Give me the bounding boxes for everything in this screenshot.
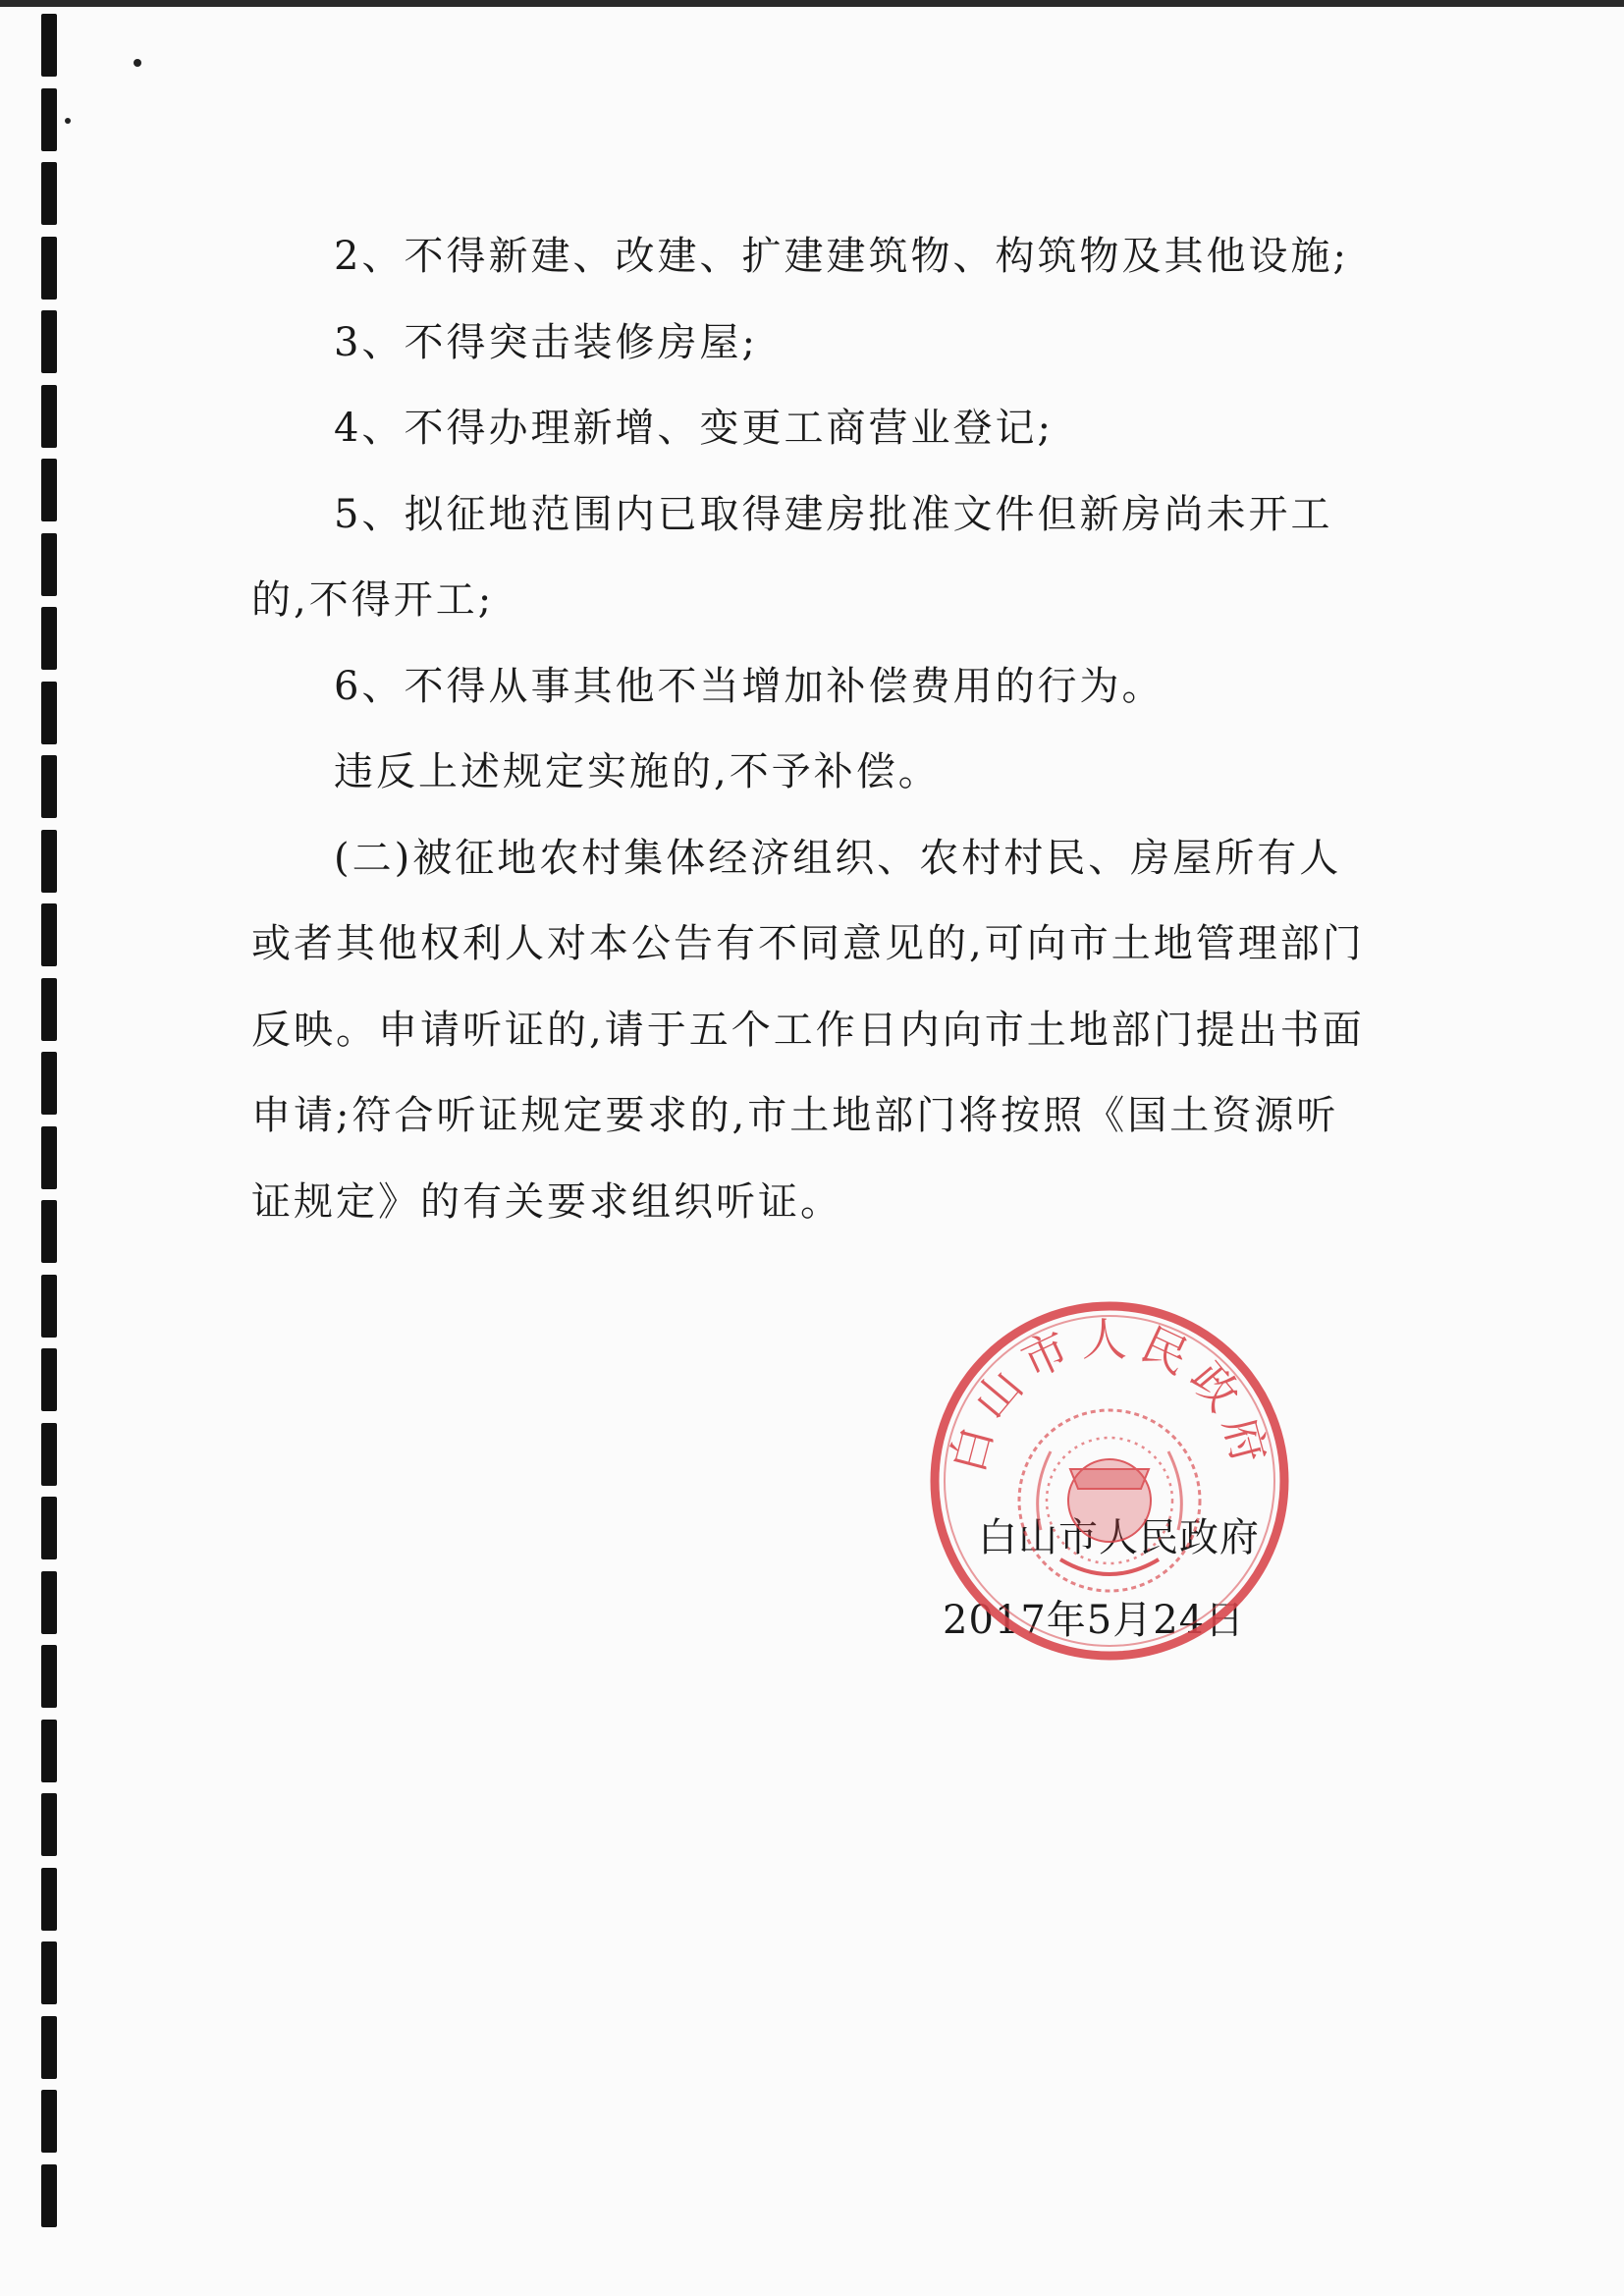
binding-mark xyxy=(41,1645,57,1708)
binding-mark xyxy=(41,1348,57,1411)
binding-mark xyxy=(41,14,57,77)
binding-mark xyxy=(41,1571,57,1634)
binding-mark xyxy=(41,237,57,300)
binding-mark xyxy=(41,1126,57,1189)
binding-mark xyxy=(41,1497,57,1559)
scan-speck xyxy=(65,118,71,124)
issuing-organization: 白山市人民政府 xyxy=(978,1515,1260,1560)
binding-mark xyxy=(41,2090,57,2153)
body-paragraph: 3、不得突击装修房屋; xyxy=(334,319,758,365)
binding-mark xyxy=(41,755,57,818)
binding-mark xyxy=(41,1793,57,1856)
binding-mark xyxy=(41,1941,57,2004)
binding-mark xyxy=(41,1275,57,1338)
body-paragraph: 4、不得办理新增、变更工商营业登记; xyxy=(334,406,1054,451)
binding-margin xyxy=(0,0,79,2296)
binding-mark xyxy=(41,1423,57,1486)
body-paragraph: 2、不得新建、改建、扩建建筑物、构筑物及其他设施; xyxy=(334,234,1349,279)
document-body xyxy=(251,214,1380,1245)
binding-mark xyxy=(41,459,57,521)
binding-mark xyxy=(41,310,57,373)
binding-mark xyxy=(41,533,57,596)
issue-date: 2017年5月24日 xyxy=(943,1598,1246,1643)
svg-text:白山市人民政府: 白山市人民政府 xyxy=(940,1313,1279,1479)
body-paragraph: (二)被征地农村集体经济组织、农村村民、房屋所有人或者其他权利人对本公告有不同意见的,可向市土地管理部门反映。申请听证的,请于五个工作日内向市土地部门提出书面申请;符合听证规定要求的,市土地部门将按照《国土资源听证规定》的有关要求组织听证。 xyxy=(251,835,1365,1225)
body-paragraph: 违反上述规定实施的,不予补偿。 xyxy=(334,749,941,794)
binding-mark xyxy=(41,2164,57,2227)
body-paragraph: 6、不得从事其他不当增加补偿费用的行为。 xyxy=(334,663,1164,709)
binding-mark xyxy=(41,1868,57,1931)
binding-mark xyxy=(41,903,57,966)
signature-block xyxy=(913,1493,1326,1689)
body-paragraph: 5、拟征地范围内已取得建房批准文件但新房尚未开工的,不得开工; xyxy=(251,491,1333,623)
binding-mark xyxy=(41,1052,57,1115)
scan-speck xyxy=(134,59,141,67)
binding-mark xyxy=(41,978,57,1041)
page-top-edge xyxy=(0,0,1624,7)
binding-mark xyxy=(41,88,57,151)
binding-mark xyxy=(41,830,57,893)
binding-mark xyxy=(41,162,57,225)
binding-mark xyxy=(41,1200,57,1263)
binding-mark xyxy=(41,1720,57,1782)
binding-mark xyxy=(41,682,57,744)
binding-mark xyxy=(41,607,57,670)
binding-mark xyxy=(41,2016,57,2079)
binding-mark xyxy=(41,385,57,448)
